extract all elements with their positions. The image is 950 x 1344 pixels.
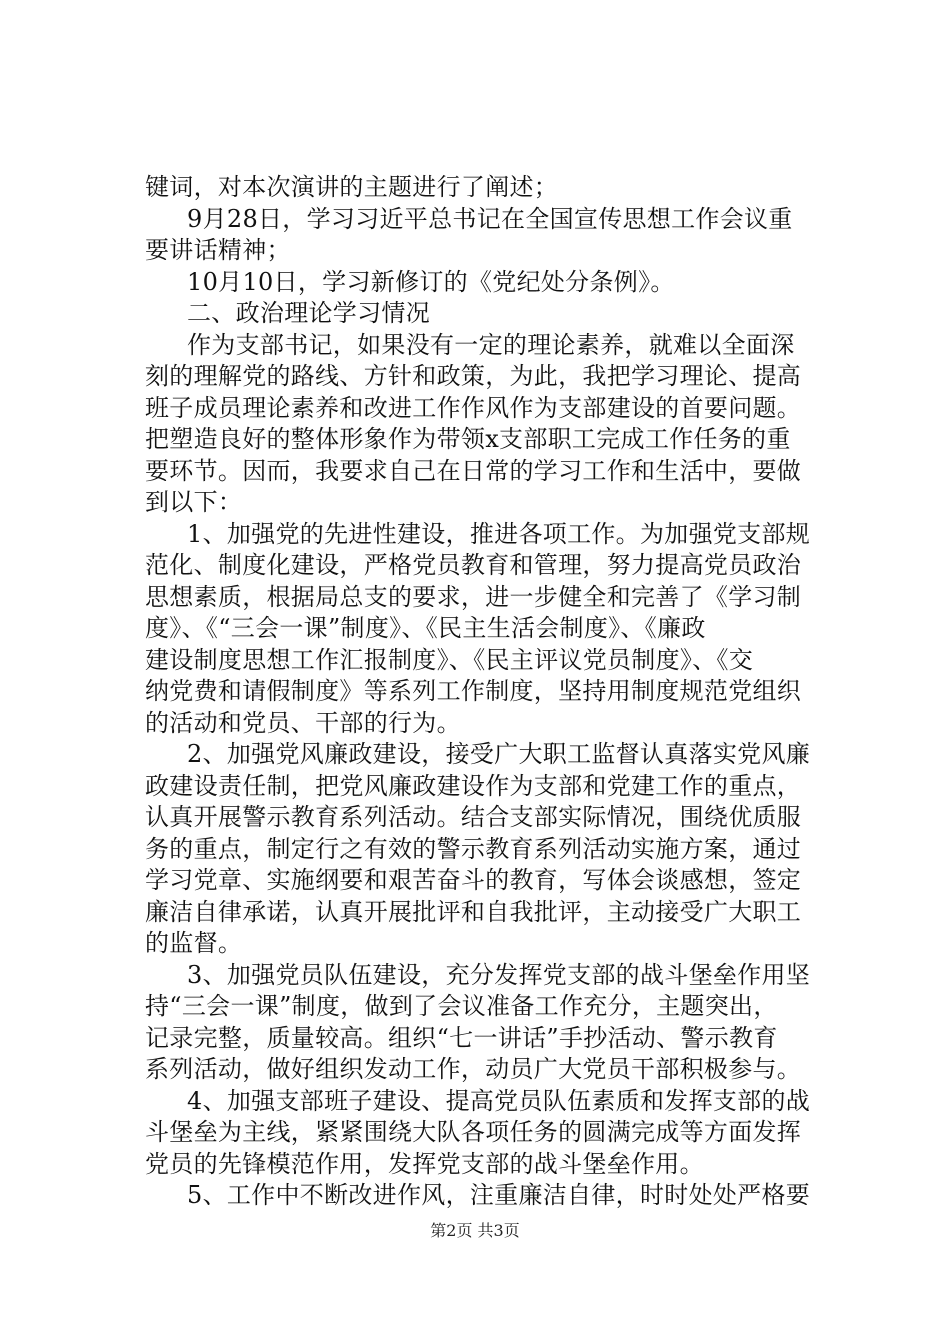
text-line: 的活动和党员、干部的行为。 [145,708,461,737]
text-line: 9月28日，学习习近平总书记在全国宣传思想工作会议重 [187,204,793,233]
text-line: 范化、制度化建设，严格党员教育和管理，努力提高党员政治 [145,551,802,579]
text-line: 班子成员理论素养和改进工作作风作为支部建设的首要问题。 [145,393,802,422]
document-body [145,172,825,1212]
text-line: 持“三会一课”制度，做到了会议准备工作充分，主题突出， [145,992,778,1020]
text-line: 党员的先锋模范作用，发挥党支部的战斗堡垒作用。 [145,1149,704,1178]
text-line: 10月10日，学习新修订的《党纪处分条例》。 [187,267,675,296]
text-line: 思想素质，根据局总支的要求，进一步健全和完善了《学习制 [145,582,802,611]
text-line: 把塑造良好的整体形象作为带领x支部职工完成工作任务的重 [145,425,791,453]
text-line: 要讲话精神； [145,236,291,264]
text-line: 到以下： [145,488,243,516]
text-line: 系列活动，做好组织发动工作，动员广大党员干部积极参与。 [145,1055,802,1083]
text-line: 4、加强支部班子建设、提高党员队伍素质和发挥支部的战 [187,1086,811,1115]
text-line: 学习党章、实施纲要和艰苦奋斗的教育，写体会谈感想，签定 [145,866,802,894]
text-line: 纳党费和请假制度》等系列工作制度，坚持用制度规范党组织 [145,677,802,705]
text-line: 务的重点，制定行之有效的警示教育系列活动实施方案，通过 [145,834,802,863]
text-line: 2、加强党风廉政建设，接受广大职工监督认真落实党风廉 [187,740,811,768]
text-line: 度》、《“三会一课”制度》、《民主生活会制度》、《廉政 [145,614,706,642]
text-line: 要环节。因而，我要求自己在日常的学习工作和生活中，要做 [145,456,802,485]
text-line: 建设制度思想工作汇报制度》、《民主评议党员制度》、《交 [145,645,754,674]
text-line: 廉洁自律承诺，认真开展批评和自我批评，主动接受广大职工 [145,897,802,926]
text-line: 认真开展警示教育系列活动。结合支部实际情况，围绕优质服 [145,803,802,831]
text-line: 1、加强党的先进性建设，推进各项工作。为加强党支部规 [187,519,811,548]
text-line: 3、加强党员队伍建设，充分发挥党支部的战斗堡垒作用坚 [187,960,811,989]
text-line: 政建设责任制，把党风廉政建设作为支部和党建工作的重点， [145,771,802,800]
text-line: 键词，对本次演讲的主题进行了阐述； [145,173,559,201]
text-line: 二、政治理论学习情况 [187,299,430,327]
text-line: 的监督。 [145,929,243,957]
text-line: 斗堡垒为主线，紧紧围绕大队各项任务的圆满完成等方面发挥 [145,1118,802,1146]
text-line: 记录完整，质量较高。组织“七一讲话”手抄活动、警示教育 [145,1023,778,1052]
page-footer: 第2页 共3页 [430,1221,520,1240]
text-line: 5、工作中不断改进作风，注重廉洁自律，时时处处严格要 [187,1181,811,1209]
text-line: 刻的理解党的路线、方针和政策，为此，我把学习理论、提高 [145,362,802,390]
text-line: 作为支部书记，如果没有一定的理论素养，就难以全面深 [187,330,795,359]
